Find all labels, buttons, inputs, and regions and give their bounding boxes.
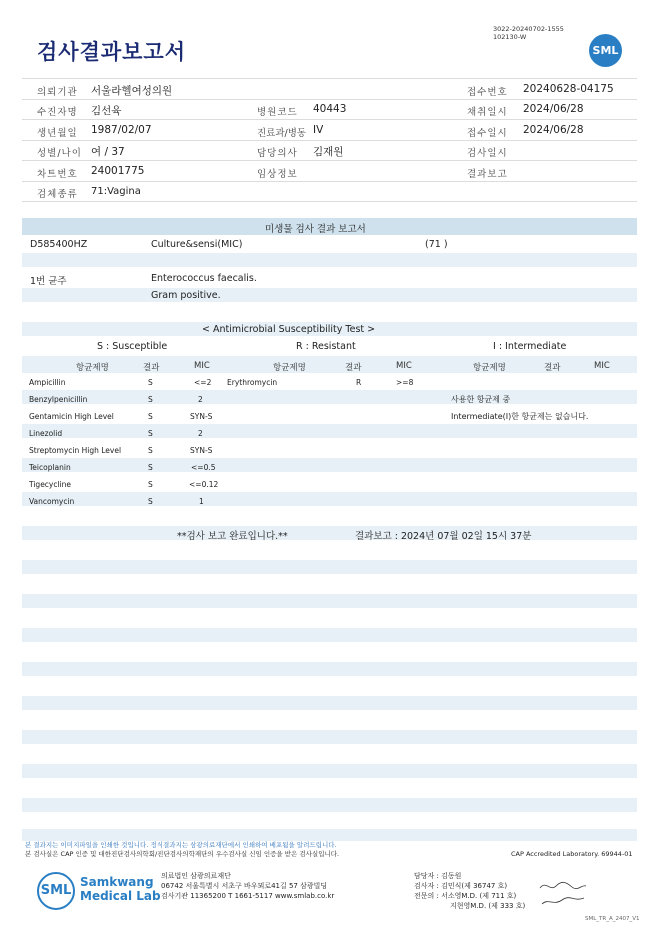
report-label: 결과보고 [467, 169, 508, 180]
drug-mic: 1 [199, 497, 204, 506]
band [22, 730, 637, 744]
drug-result: S [148, 378, 153, 387]
staff-specialist-2: 지현영M.D. (제 333 호) [450, 902, 526, 910]
divider [22, 181, 637, 182]
band [22, 662, 637, 676]
drug-mic: 2 [198, 395, 203, 404]
doctor-value: 김재원 [313, 146, 344, 158]
doc-number-line-1: 3022-20240702-1555 [493, 25, 564, 33]
org-name: 의료법인 삼광의료재단 [161, 872, 231, 880]
drug-mic: >=8 [396, 378, 414, 387]
collect-date-label: 채취일시 [467, 107, 508, 118]
specimen-label: 검체종류 [37, 189, 78, 200]
doctor-label: 담당의사 [257, 148, 298, 159]
sml-logo-icon: SML [37, 872, 75, 910]
org-address: 06742 서울특별시 서초구 바우뫼로41길 57 삼광빌딩 [161, 882, 328, 890]
drug-name: Tigecycline [29, 480, 72, 489]
divider [22, 119, 637, 120]
divider [22, 140, 637, 141]
isolate-label: 1번 균주 [30, 276, 67, 287]
section-title: 미생물 검사 결과 보고서 [265, 224, 366, 235]
drug-result: S [148, 429, 153, 438]
drug-mic: 2 [198, 429, 203, 438]
drug-result: S [148, 480, 153, 489]
chart-no-value: 24001775 [91, 165, 145, 177]
band [22, 764, 637, 778]
band [22, 253, 637, 267]
band [22, 696, 637, 710]
band [22, 526, 637, 540]
drug-name: Erythromycin [227, 378, 278, 387]
ast-title: < Antimicrobial Susceptibility Test > [202, 324, 376, 335]
drug-mic: <=0.5 [191, 463, 216, 472]
ward-code-value: 40443 [313, 103, 347, 115]
test-code: D585400HZ [30, 239, 88, 250]
legend-intermediate: I : Intermediate [493, 341, 567, 352]
sex-age-value: 여 / 37 [91, 146, 125, 158]
band [22, 458, 637, 472]
doc-number-line-2: 102130-W [493, 33, 527, 41]
divider [22, 99, 637, 100]
col-drug-header: 항균제명 [76, 363, 109, 373]
clinical-info-label: 임상정보 [257, 169, 298, 180]
brand-line-2: Medical Lab [80, 889, 161, 903]
drug-result: R [356, 378, 362, 387]
patient-label: 수진자명 [37, 107, 78, 118]
col-drug-header: 항균제명 [473, 363, 506, 373]
drug-mic: <=2 [194, 378, 212, 387]
gram-stain: Gram positive. [151, 290, 221, 301]
drug-mic: <=0.12 [189, 480, 219, 489]
organism-name: Enterococcus faecalis. [151, 273, 257, 284]
col-result-header: 결과 [544, 363, 561, 373]
accept-date-value: 2024/06/28 [523, 124, 584, 136]
staff-tester: 검사자 : 김민식(제 36747 호) [414, 882, 508, 890]
cap-accreditation: CAP Accredited Laboratory. 69944-01 [511, 850, 633, 858]
drug-name: Teicoplanin [29, 463, 71, 472]
clinic-label: 의뢰기관 [37, 87, 78, 98]
drug-result: S [148, 497, 153, 506]
col-result-header: 결과 [143, 363, 160, 373]
staff-manager: 담당자 : 김동원 [414, 872, 462, 880]
report-time: 결과보고 : 2024년 07월 02일 15시 37분 [355, 531, 532, 542]
receipt-no-label: 접수번호 [467, 87, 508, 98]
band [22, 628, 637, 642]
band [22, 594, 637, 608]
birth-value: 1987/02/07 [91, 124, 152, 136]
birth-label: 생년월일 [37, 128, 78, 139]
drug-name: Benzylpenicillin [29, 395, 88, 404]
divider [22, 160, 637, 161]
drug-result: S [148, 412, 153, 421]
col-drug-header: 항균제명 [273, 363, 306, 373]
drug-mic: SYN-S [190, 412, 213, 421]
receipt-no-value: 20240628-04175 [523, 83, 614, 95]
org-info [161, 871, 334, 901]
band [22, 424, 637, 438]
staff-info [414, 871, 525, 911]
dept-label: 진료과/병동 [257, 128, 307, 139]
staff-specialist-1: 전문의 : 서소영M.D. (제 711 호) [414, 892, 517, 900]
legend-resistant: R : Resistant [296, 341, 356, 352]
clinic-value: 서울라헬여성의원 [91, 85, 173, 97]
divider [22, 201, 637, 202]
brand-name [80, 875, 161, 903]
intermediate-note-1: 사용한 항균제 중 [451, 395, 511, 404]
sex-age-label: 성별/나이 [37, 148, 82, 159]
patient-value: 김선육 [91, 105, 122, 117]
drug-name: Streptomycin High Level [29, 446, 122, 455]
test-name: Culture&sensi(MIC) [151, 239, 243, 250]
dept-value: IV [313, 124, 324, 136]
brand-line-1: Samkwang [80, 875, 154, 889]
legend-susceptible: S : Susceptible [97, 341, 168, 352]
page-title: 검사결과보고서 [37, 40, 187, 64]
drug-name: Linezolid [29, 429, 63, 438]
divider [22, 78, 637, 79]
col-mic-header: MIC [396, 361, 412, 371]
org-contact: 검사기관 11365200 T 1661-5117 www.smlab.co.kr [161, 892, 335, 900]
band [22, 390, 637, 404]
band [22, 798, 637, 812]
drug-name: Gentamicin High Level [29, 412, 114, 421]
drug-result: S [148, 446, 153, 455]
intermediate-note-2: Intermediate(I)한 항균제는 없습니다. [451, 412, 589, 421]
col-result-header: 결과 [345, 363, 362, 373]
chart-no-label: 차트번호 [37, 169, 78, 180]
cap-notice: 본 검사실은 CAP 인증 및 대한진단검사의학회/진단검사의학재단의 우수검사실 신임 인증을 받은 검사실입니다. [25, 850, 340, 858]
drug-name: Ampicillin [29, 378, 66, 387]
test-number: (71 ) [425, 239, 448, 250]
image-notice: 본 결과지는 이미지파일을 인쇄한 것입니다. 정식결과지는 삼광의료재단에서 인쇄하여 배포됨을 알려드립니다. [25, 841, 337, 849]
test-date-label: 검사일시 [467, 148, 508, 159]
collect-date-value: 2024/06/28 [523, 103, 584, 115]
drug-mic: SYN-S [190, 446, 213, 455]
band [22, 288, 637, 302]
drug-name: Vancomycin [29, 497, 75, 506]
drug-result: S [148, 395, 153, 404]
form-code: SML_TR_A_2407_V1 [585, 916, 640, 922]
col-mic-header: MIC [594, 361, 610, 371]
band [22, 560, 637, 574]
document-number [493, 25, 564, 41]
col-mic-header: MIC [194, 361, 210, 371]
sml-logo-icon: SML [589, 34, 622, 67]
ward-code-label: 병원코드 [257, 107, 298, 118]
specimen-value: 71:Vagina [91, 186, 141, 197]
drug-result: S [148, 463, 153, 472]
report-complete: **검사 보고 완료입니다.** [177, 531, 288, 542]
band [22, 492, 637, 506]
signature-icon [538, 878, 588, 910]
accept-date-label: 접수일시 [467, 128, 508, 139]
